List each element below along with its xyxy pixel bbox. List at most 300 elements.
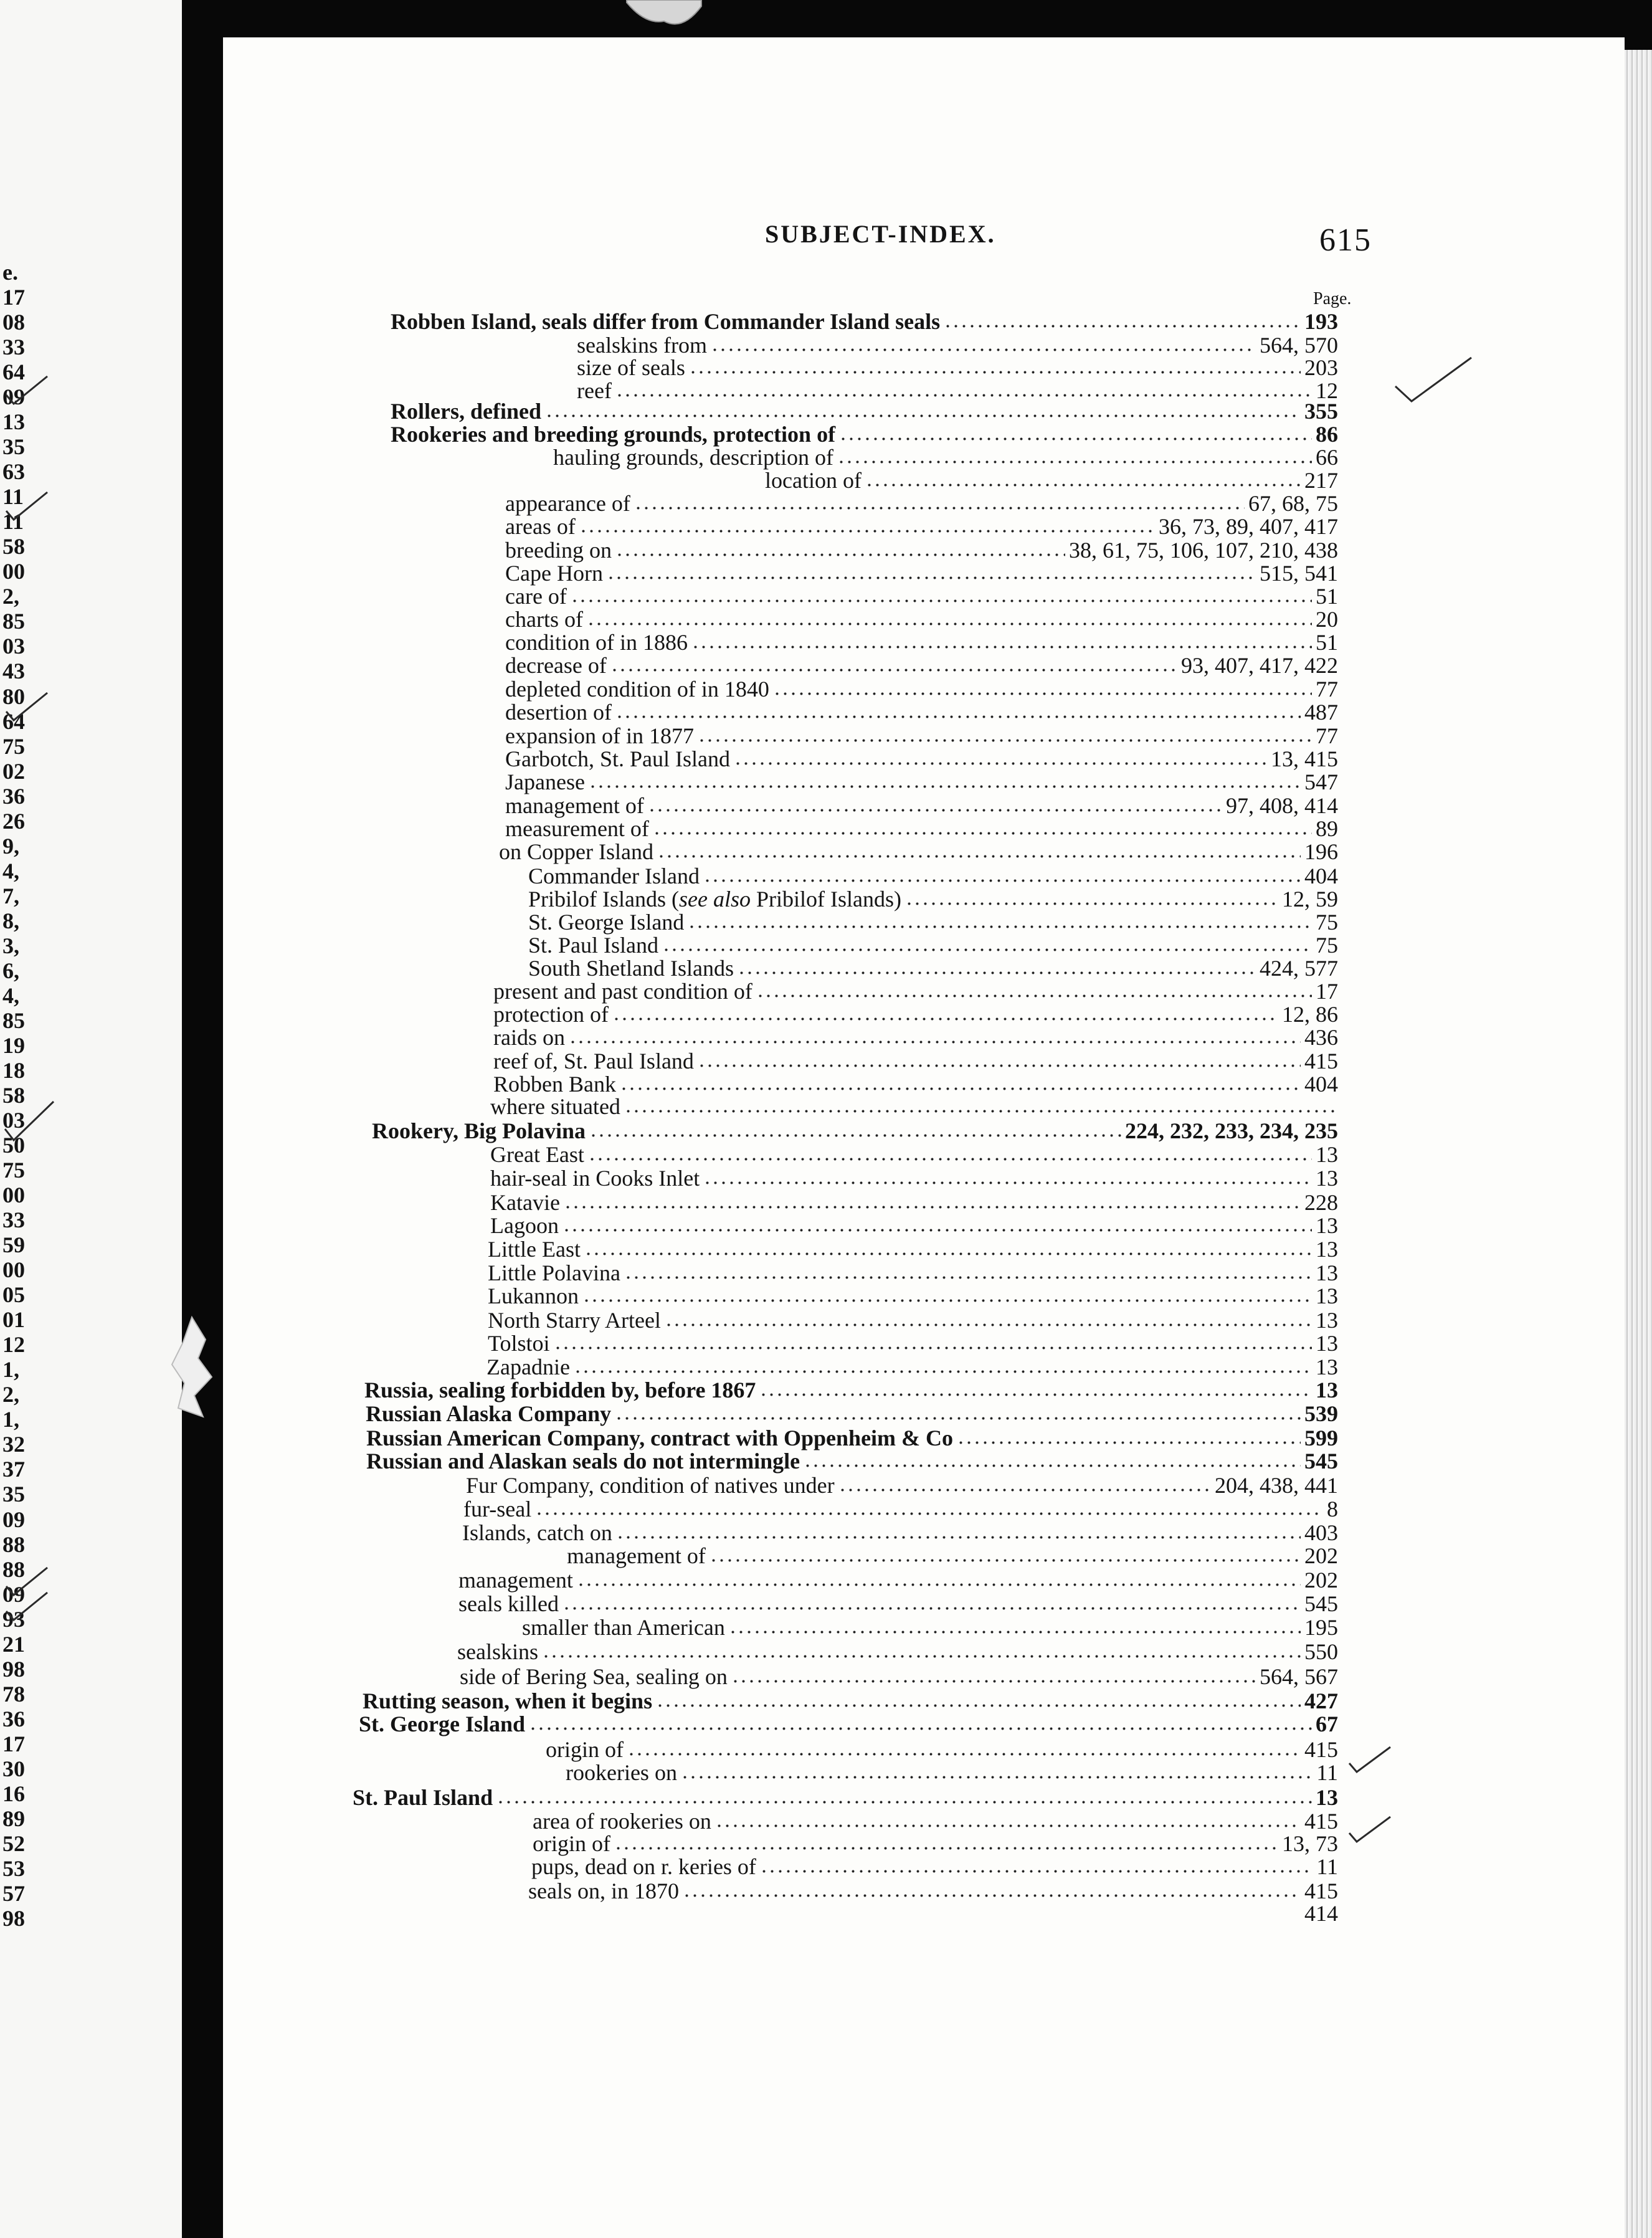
handwritten-check-mark-icon bbox=[4, 688, 54, 725]
handwritten-check-mark-icon bbox=[1346, 1742, 1395, 1779]
index-entry bbox=[566, 1761, 1338, 1786]
index-entry bbox=[531, 1855, 1338, 1880]
entry-page-refs: 550 bbox=[1304, 1639, 1338, 1664]
dot-leader bbox=[563, 1227, 1312, 1233]
entry-label: sealskins from bbox=[577, 333, 707, 358]
left-page-fragment: 58 bbox=[2, 534, 25, 560]
entry-page-refs: 196 bbox=[1304, 839, 1338, 864]
scan-gutter bbox=[182, 0, 223, 2238]
entry-label: management bbox=[458, 1568, 573, 1593]
dot-leader bbox=[607, 575, 1256, 581]
dot-leader bbox=[587, 621, 1312, 627]
index-entry bbox=[505, 492, 1338, 517]
entry-label: condition of in 1886 bbox=[505, 630, 688, 655]
entry-page-refs: 67, 68, 75 bbox=[1248, 491, 1338, 516]
entry-page-refs: 487 bbox=[1304, 700, 1338, 725]
left-page-fragment: 02 bbox=[2, 758, 25, 784]
entry-label: fur-seal bbox=[463, 1497, 532, 1521]
entry-page-refs: 545 bbox=[1304, 1591, 1338, 1616]
entry-label: Lagoon bbox=[490, 1213, 559, 1238]
left-page-fragment: 17 bbox=[2, 1731, 25, 1756]
entry-page-refs: 12, 59 bbox=[1282, 887, 1338, 912]
entry-page-refs: 355 bbox=[1304, 399, 1338, 424]
entry-label: Rutting season, when it begins bbox=[363, 1688, 653, 1713]
entry-label: Little East bbox=[488, 1237, 581, 1262]
entry-label: Russian and Alaskan seals do not intermingle bbox=[366, 1449, 800, 1474]
dot-leader bbox=[569, 1039, 1301, 1045]
index-entry bbox=[553, 445, 1338, 470]
entry-page-refs: 202 bbox=[1304, 1568, 1338, 1593]
entry-page-refs: 89 bbox=[1316, 816, 1338, 841]
index-entry bbox=[528, 910, 1338, 935]
entry-label: decrease of bbox=[505, 653, 607, 678]
entry-page-refs: 414 bbox=[1304, 1901, 1338, 1926]
index-entry bbox=[366, 1426, 1338, 1451]
dot-leader bbox=[496, 1799, 1312, 1805]
index-entry bbox=[528, 1902, 1338, 1926]
handwritten-check-mark-icon bbox=[1390, 349, 1478, 417]
left-page-fragment: 11 bbox=[2, 509, 24, 535]
entry-label: depleted condition of in 1840 bbox=[505, 677, 769, 702]
dot-leader bbox=[620, 1086, 1301, 1092]
left-page-fragment: 03 bbox=[2, 1108, 25, 1133]
entry-label: Russian Alaska Company bbox=[366, 1401, 612, 1426]
index-entry bbox=[505, 817, 1338, 842]
handwritten-check-mark-icon bbox=[4, 1588, 54, 1625]
entry-label: hauling grounds, description of bbox=[553, 445, 833, 470]
entry-page-refs: 203 bbox=[1304, 355, 1338, 380]
dot-leader bbox=[563, 1606, 1301, 1611]
entry-page-refs: 13 bbox=[1316, 1785, 1338, 1810]
left-page-fragment: 93 bbox=[2, 1606, 25, 1632]
entry-page-refs: 11 bbox=[1316, 1760, 1338, 1785]
left-page-fragment: 35 bbox=[2, 434, 25, 460]
entry-label: reef of, St. Paul Island bbox=[493, 1049, 694, 1074]
entry-page-refs: 547 bbox=[1304, 769, 1338, 794]
entry-label: raids on bbox=[493, 1025, 565, 1050]
index-entry bbox=[505, 770, 1338, 795]
entry-label: pups, dead on r. keries of bbox=[531, 1854, 756, 1879]
index-entry bbox=[364, 1378, 1338, 1403]
entry-label: Katavie bbox=[490, 1190, 560, 1215]
entry-label: Great East bbox=[490, 1142, 584, 1167]
entry-page-refs: 13 bbox=[1316, 1331, 1338, 1356]
dot-leader bbox=[648, 807, 1222, 813]
left-page-fragment: 30 bbox=[2, 1756, 25, 1781]
index-entry bbox=[528, 1879, 1338, 1904]
entry-page-refs: 8 bbox=[1327, 1497, 1338, 1521]
index-entry bbox=[499, 840, 1338, 865]
index-entry bbox=[577, 333, 1338, 358]
entry-label: South Shetland Islands bbox=[528, 956, 734, 981]
dot-leader bbox=[688, 924, 1312, 930]
entry-label: Pribilof Islands (see also Pribilof Islands) bbox=[528, 887, 901, 912]
entry-page-refs: 51 bbox=[1316, 630, 1338, 655]
entry-page-refs: 13 bbox=[1316, 1237, 1338, 1262]
entry-label: breeding on bbox=[505, 538, 612, 563]
entry-page-refs: 217 bbox=[1304, 468, 1338, 493]
dot-leader bbox=[564, 1204, 1301, 1210]
dot-leader bbox=[589, 784, 1301, 789]
index-entry bbox=[528, 864, 1338, 889]
entry-label: Lukannon bbox=[488, 1283, 579, 1308]
entry-label: area of rookeries on bbox=[533, 1809, 711, 1834]
dot-leader bbox=[657, 854, 1301, 859]
index-entry bbox=[372, 1119, 1338, 1144]
entry-page-refs: 424, 577 bbox=[1260, 956, 1338, 981]
left-page-fragment: 12 bbox=[2, 1332, 25, 1358]
index-entry bbox=[488, 1331, 1338, 1356]
index-entry bbox=[458, 1592, 1338, 1617]
left-page-fragment: 2, bbox=[2, 1382, 19, 1407]
dot-leader bbox=[662, 947, 1312, 953]
entry-page-refs: 12, 86 bbox=[1282, 1002, 1338, 1027]
handwritten-check-mark-icon bbox=[2, 1097, 59, 1146]
index-entry bbox=[505, 724, 1338, 749]
entry-page-refs: 539 bbox=[1304, 1401, 1338, 1426]
index-entry bbox=[493, 1002, 1338, 1027]
index-entry bbox=[493, 1026, 1338, 1050]
left-page-fragment: 1, bbox=[2, 1357, 19, 1383]
index-entry bbox=[462, 1521, 1338, 1546]
entry-label: St. George Island bbox=[359, 1712, 526, 1736]
dot-leader bbox=[756, 993, 1312, 999]
dot-leader bbox=[773, 691, 1312, 697]
entry-page-refs: 11 bbox=[1316, 1854, 1338, 1879]
entry-page-refs: 415 bbox=[1304, 1049, 1338, 1074]
index-entry bbox=[490, 1143, 1338, 1168]
dot-leader bbox=[804, 1463, 1301, 1469]
entry-page-refs: 404 bbox=[1304, 1072, 1338, 1097]
entry-label: hair-seal in Cooks Inlet bbox=[490, 1166, 700, 1191]
index-entry bbox=[493, 979, 1338, 1004]
entry-label: Robben Island, seals differ from Commander Island seals bbox=[391, 309, 941, 334]
left-page-fragment: 32 bbox=[2, 1432, 25, 1457]
ink-blot-mark bbox=[620, 0, 708, 37]
entry-label: charts of bbox=[505, 607, 583, 632]
dot-leader bbox=[711, 347, 1256, 353]
dot-leader bbox=[731, 1678, 1256, 1684]
index-entry bbox=[505, 538, 1338, 563]
left-page-fragment: 09 bbox=[2, 384, 25, 410]
left-page-fragment: 75 bbox=[2, 1158, 25, 1183]
entry-page-refs: 67 bbox=[1316, 1712, 1338, 1736]
entry-label: Japanese bbox=[505, 769, 585, 794]
scan-border-top bbox=[0, 0, 1652, 37]
left-page-fragment: 33 bbox=[2, 1207, 25, 1233]
left-page-fragment: 09 bbox=[2, 1581, 25, 1607]
dot-leader bbox=[634, 505, 1245, 511]
entry-label: seals killed bbox=[458, 1591, 559, 1616]
index-entry bbox=[528, 956, 1338, 981]
entry-label: Rookeries and breeding grounds, protection of bbox=[391, 422, 836, 447]
entry-page-refs: 545 bbox=[1304, 1449, 1338, 1474]
entry-page-refs: 13 bbox=[1316, 1283, 1338, 1308]
entry-label: Little Polavina bbox=[488, 1260, 620, 1285]
left-page-fragment: 43 bbox=[2, 659, 25, 684]
entry-page-refs: 13, 415 bbox=[1271, 746, 1338, 771]
entry-page-refs: 51 bbox=[1316, 584, 1338, 609]
left-page-fragment: 03 bbox=[2, 634, 25, 659]
index-entry bbox=[765, 469, 1338, 493]
index-entry bbox=[505, 631, 1338, 655]
entry-label: measurement of bbox=[505, 816, 649, 841]
entry-label: care of bbox=[505, 584, 567, 609]
entry-label: Russia, sealing forbidden by, before 1867 bbox=[364, 1378, 756, 1402]
index-entry bbox=[528, 933, 1338, 958]
entry-label: smaller than American bbox=[522, 1615, 725, 1640]
dot-leader bbox=[698, 1063, 1301, 1069]
index-entry bbox=[505, 584, 1338, 609]
left-page-fragment: 89 bbox=[2, 1806, 25, 1831]
entry-label: management of bbox=[567, 1543, 706, 1568]
left-page-fragment: 16 bbox=[2, 1781, 25, 1806]
entry-page-refs: 13 bbox=[1316, 1260, 1338, 1285]
entry-label: St. Paul Island bbox=[528, 933, 659, 958]
entry-page-refs: 415 bbox=[1304, 1737, 1338, 1762]
dot-leader bbox=[665, 1322, 1312, 1328]
left-page-fragment: 57 bbox=[2, 1880, 25, 1906]
left-page-fragment: 64 bbox=[2, 708, 25, 734]
entry-page-refs: 13 bbox=[1316, 1142, 1338, 1167]
index-entry bbox=[391, 422, 1338, 447]
dot-leader bbox=[691, 644, 1312, 650]
entry-label: Rookery, Big Polavina bbox=[372, 1118, 586, 1143]
index-entry bbox=[505, 794, 1338, 819]
entry-page-refs: 38, 61, 75, 106, 107, 210, 438 bbox=[1069, 538, 1338, 563]
left-page-fragment: 00 bbox=[2, 559, 25, 584]
left-page-fragment: 6, bbox=[2, 958, 19, 983]
entry-label: Garbotch, St. Paul Island bbox=[505, 746, 730, 771]
dot-leader bbox=[653, 831, 1312, 836]
index-entry bbox=[505, 561, 1338, 586]
dot-leader bbox=[627, 1751, 1301, 1757]
entry-page-refs: 193 bbox=[1304, 309, 1338, 334]
dot-leader bbox=[574, 1369, 1312, 1374]
entry-page-refs: 12 bbox=[1316, 378, 1338, 403]
page-stack-edge bbox=[1625, 50, 1652, 2238]
entry-label: Fur Company, condition of natives under bbox=[466, 1473, 835, 1498]
dot-leader bbox=[683, 1893, 1301, 1898]
dot-leader bbox=[615, 1416, 1301, 1421]
index-entry bbox=[490, 1095, 1338, 1120]
dot-leader bbox=[535, 1511, 1323, 1517]
entry-page-refs: 202 bbox=[1304, 1543, 1338, 1568]
left-page-fragment: 37 bbox=[2, 1457, 25, 1482]
dot-leader bbox=[760, 1869, 1313, 1874]
left-page-fragment: 3, bbox=[2, 933, 19, 958]
left-page-fragment: 63 bbox=[2, 459, 25, 485]
dot-leader bbox=[615, 552, 1065, 558]
dot-leader bbox=[610, 667, 1177, 673]
index-entry bbox=[391, 310, 1338, 335]
left-page-fragment: 8, bbox=[2, 908, 19, 933]
handwritten-check-mark-icon bbox=[4, 371, 54, 409]
index-entry bbox=[505, 747, 1338, 772]
dot-leader bbox=[698, 738, 1312, 743]
left-page-fragment: 2, bbox=[2, 584, 19, 609]
index-entry bbox=[546, 1738, 1338, 1763]
dot-leader bbox=[545, 413, 1301, 419]
index-entry bbox=[460, 1665, 1338, 1690]
entry-page-refs: 404 bbox=[1304, 864, 1338, 888]
entry-label: appearance of bbox=[505, 491, 630, 516]
entry-label: size of seals bbox=[577, 355, 685, 380]
left-page-fragment: 4, bbox=[2, 983, 19, 1008]
dot-leader bbox=[759, 1392, 1312, 1398]
entry-label: Rollers, defined bbox=[391, 399, 541, 424]
entry-page-refs: 13 bbox=[1316, 1378, 1338, 1402]
dot-leader bbox=[905, 901, 1278, 907]
index-entry bbox=[488, 1261, 1338, 1286]
index-entry bbox=[466, 1474, 1338, 1498]
dot-leader bbox=[734, 761, 1267, 766]
column-header: Page. bbox=[1313, 289, 1352, 308]
entry-label: protection of bbox=[493, 1002, 609, 1027]
entry-page-refs: 427 bbox=[1304, 1688, 1338, 1713]
dot-leader bbox=[957, 1440, 1301, 1445]
left-page-fragment: 85 bbox=[2, 609, 25, 634]
dot-leader bbox=[615, 714, 1301, 720]
entry-label: Zapadnie bbox=[487, 1355, 570, 1379]
dot-leader bbox=[656, 1703, 1301, 1708]
left-page-fragment: 9, bbox=[2, 833, 19, 859]
entry-label: Tolstoi bbox=[488, 1331, 550, 1356]
left-page-fragment: 09 bbox=[2, 1507, 25, 1532]
dot-leader bbox=[577, 1582, 1301, 1588]
entry-label: location of bbox=[765, 468, 862, 493]
entry-label: St. Paul Island bbox=[353, 1785, 493, 1810]
left-page-fragment: 1, bbox=[2, 1407, 19, 1432]
entry-label: Commander Island bbox=[528, 864, 700, 888]
left-page-fragment: 75 bbox=[2, 733, 25, 759]
dot-leader bbox=[837, 459, 1312, 465]
left-page-fragment: 36 bbox=[2, 1706, 25, 1731]
entry-page-refs: 415 bbox=[1304, 1878, 1338, 1903]
left-page-fragment: 50 bbox=[2, 1133, 25, 1158]
left-page-fragment: 33 bbox=[2, 335, 25, 360]
dot-leader bbox=[839, 436, 1312, 442]
index-entry bbox=[353, 1786, 1338, 1811]
entry-label: Islands, catch on bbox=[462, 1520, 612, 1545]
index-entry bbox=[505, 654, 1338, 679]
left-page-fragment: 13 bbox=[2, 409, 25, 435]
index-entry bbox=[567, 1544, 1338, 1569]
page-number: 615 bbox=[1319, 222, 1372, 258]
entry-page-refs: 204, 438, 441 bbox=[1215, 1473, 1338, 1498]
index-entry bbox=[457, 1640, 1338, 1665]
entry-page-refs: 36, 73, 89, 407, 417 bbox=[1159, 514, 1338, 539]
index-entry bbox=[463, 1497, 1338, 1522]
dot-leader bbox=[584, 1251, 1312, 1257]
dot-leader bbox=[738, 970, 1256, 976]
entry-page-refs: 13 bbox=[1316, 1355, 1338, 1379]
left-page-fragment: 85 bbox=[2, 1007, 25, 1033]
index-entry bbox=[488, 1237, 1338, 1262]
left-page-fragment: e. bbox=[2, 260, 18, 285]
dot-leader bbox=[710, 1558, 1301, 1563]
entry-page-refs: 415 bbox=[1304, 1809, 1338, 1834]
entry-label: seals on, in 1870 bbox=[528, 1878, 679, 1903]
index-entry bbox=[505, 515, 1338, 540]
entry-page-refs: 13 bbox=[1316, 1308, 1338, 1333]
dot-leader bbox=[612, 1016, 1278, 1022]
dot-leader bbox=[616, 1535, 1301, 1540]
entry-label: origin of bbox=[533, 1831, 610, 1856]
entry-page-refs: 86 bbox=[1316, 422, 1338, 447]
left-page-fragment: 05 bbox=[2, 1282, 25, 1308]
dot-leader bbox=[615, 393, 1312, 398]
entry-page-refs: 13 bbox=[1316, 1213, 1338, 1238]
left-page-fragment: 00 bbox=[2, 1183, 25, 1208]
entry-page-refs: 17 bbox=[1316, 979, 1338, 1004]
left-page-fragment: 26 bbox=[2, 808, 25, 834]
index-entry bbox=[487, 1355, 1338, 1380]
index-entry bbox=[528, 887, 1338, 912]
entry-label: where situated bbox=[490, 1094, 620, 1119]
index-entry bbox=[458, 1568, 1338, 1593]
left-page-fragment: 88 bbox=[2, 1531, 25, 1557]
dot-leader bbox=[542, 1654, 1301, 1659]
index-entry bbox=[505, 700, 1338, 725]
dot-leader bbox=[582, 1298, 1312, 1303]
dot-leader bbox=[944, 323, 1301, 329]
index-entry bbox=[533, 1809, 1338, 1834]
left-page-fragment: 52 bbox=[2, 1831, 25, 1856]
index-entry bbox=[366, 1449, 1338, 1474]
entry-page-refs: 66 bbox=[1316, 445, 1338, 470]
entry-label: origin of bbox=[546, 1737, 624, 1762]
entry-label: expansion of in 1877 bbox=[505, 723, 694, 748]
entry-page-refs: 195 bbox=[1304, 1615, 1338, 1640]
left-page-fragment: 59 bbox=[2, 1232, 25, 1258]
dot-leader bbox=[689, 369, 1301, 375]
left-page-fragment: 98 bbox=[2, 1906, 25, 1931]
left-page-fragment: 08 bbox=[2, 310, 25, 335]
index-entry bbox=[391, 399, 1338, 424]
entry-label: North Starry Arteel bbox=[488, 1308, 661, 1333]
index-entry bbox=[490, 1191, 1338, 1216]
entry-label: side of Bering Sea, sealing on bbox=[460, 1664, 728, 1689]
entry-page-refs: 224, 232, 233, 234, 235 bbox=[1125, 1118, 1338, 1143]
dot-leader bbox=[624, 1275, 1312, 1280]
running-title: SUBJECT-INDEX. bbox=[765, 220, 996, 248]
entry-label: reef bbox=[577, 378, 612, 403]
dot-leader bbox=[614, 1845, 1278, 1851]
left-page-fragment: 78 bbox=[2, 1681, 25, 1707]
entry-label: sealskins bbox=[457, 1639, 538, 1664]
dot-leader bbox=[588, 1156, 1312, 1162]
index-entry bbox=[577, 356, 1338, 381]
left-page-fragment: 21 bbox=[2, 1631, 25, 1657]
left-page-fragment: 17 bbox=[2, 285, 25, 310]
entry-label: Robben Bank bbox=[493, 1072, 616, 1097]
entry-page-refs: 77 bbox=[1316, 723, 1338, 748]
dot-leader bbox=[729, 1629, 1301, 1635]
entry-label: Russian American Company, contract with Oppenheim & Co bbox=[366, 1426, 954, 1450]
entry-page-refs: 515, 541 bbox=[1260, 561, 1338, 586]
left-page-fragment: 11 bbox=[2, 484, 24, 510]
handwritten-check-mark-icon bbox=[2, 484, 54, 525]
dot-leader bbox=[589, 1133, 1121, 1138]
left-page-fragment: 80 bbox=[2, 683, 25, 709]
index-entry bbox=[366, 1402, 1338, 1427]
dot-leader bbox=[715, 1823, 1301, 1829]
paper-tear-mark bbox=[167, 1315, 217, 1421]
left-page-fragment: 53 bbox=[2, 1855, 25, 1881]
left-page-fragment: 00 bbox=[2, 1257, 25, 1283]
left-page-fragment: 58 bbox=[2, 1083, 25, 1108]
